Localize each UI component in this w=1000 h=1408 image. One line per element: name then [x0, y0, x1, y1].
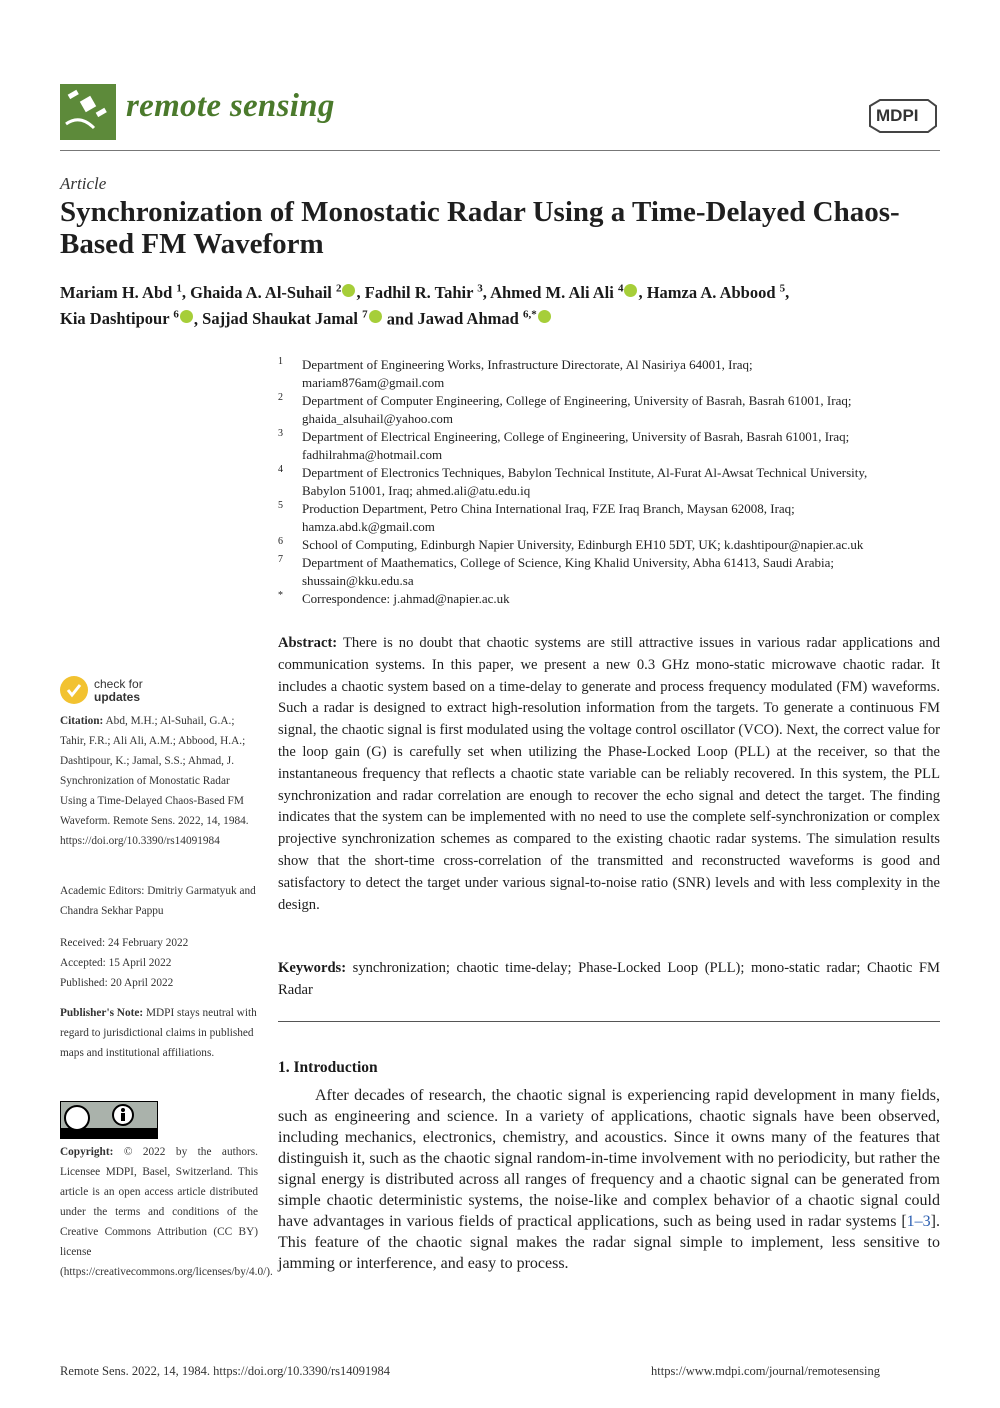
- author[interactable]: Kia Dashtipour $^6$: [60, 309, 194, 328]
- author[interactable]: Fadhil R. Tahir $^3$: [364, 282, 483, 302]
- article-type: Article: [60, 174, 107, 193]
- author[interactable]: Mariam H. Abd $^1$: [60, 282, 182, 302]
- published-date: Published: 20 April 2022: [60, 977, 174, 989]
- section-divider: [278, 1021, 940, 1022]
- publication-dates: [60, 933, 258, 993]
- citation-info: Citation: Abd, M.H.; Al-Suhail, G.A.; Tahir, F.R.; Ali Ali, A.M.; Abbood, H.A.; Dashtipour, K.; Jamal, S.S.; Ahmad, J. Synchronization of Monostatic Radar Using a Time-Delayed Chaos-Based FM Waveform. Remote Sens. 2022, 14, 1984. https://doi.org/10.3390/rs14091984: [60, 715, 249, 847]
- cc-license-badge[interactable]: [60, 1101, 158, 1139]
- author[interactable]: Ghaida A. Al-Suhail $^2$: [190, 283, 356, 302]
- orcid-icon[interactable]: [538, 310, 551, 323]
- affiliation-item: 7 Department of Maathematics, College of Science, King Khalid University, Abha 61413, Saudi Arabia; shussain@kku.edu.sa: [278, 554, 835, 588]
- affiliation-item: 2 Department of Computer Engineering, College of Engineering, University of Basrah, Basrah 61001, Iraq; ghaida_alsuhail@yahoo.com: [278, 392, 852, 426]
- received-date: Received: 24 February 2022: [60, 937, 189, 949]
- orcid-icon[interactable]: [369, 310, 382, 323]
- author-list: Mariam H. Abd $^1$, Ghaida A. Al-Suhail $^2$ , Fadhil R. Tahir $^3$, Ahmed M. Ali Ali $^4$ , Hamza A. Abbood $^5$, Kia Dashtipour $^6$ , Sajjad Shaukat Jamal $^7$ and Jawad Ahmad $^{6,*}$: [60, 282, 790, 328]
- orcid-icon[interactable]: [342, 284, 355, 297]
- orcid-icon[interactable]: [180, 310, 193, 323]
- keywords-text: synchronization; chaotic time-delay; Phase-Locked Loop (PLL); mono-static radar; Chaotic FM Radar: [278, 960, 940, 998]
- affiliation-item: 6 School of Computing, Edinburgh Napier University, Edinburgh EH10 5DT, UK; k.dashtipour@napier.ac.uk: [278, 536, 864, 552]
- abstract: [278, 633, 940, 916]
- abstract-label: Abstract:: [278, 635, 338, 651]
- citation-link[interactable]: 1–3: [906, 1213, 931, 1230]
- check-updates-icon: [60, 676, 88, 704]
- keywords-label: Keywords:: [278, 960, 347, 976]
- affiliation-item: 3 Department of Electrical Engineering, College of Engineering, University of Basrah, Basrah 61001, Iraq; fadhilrahma@hotmail.com: [278, 428, 850, 462]
- introduction-paragraph: After decades of research, the chaotic signal is experiencing rapid development in many fields, such as engineering and science. In a variety of applications, chaotic signals have been observed, including mechanics, electronics, chemistry, and acoustics. Since it owns many of the features that distinguish it, such as the chaotic signal random-in-time involvement with no periodicity, but rather the signal energy is distributed across all ranges of frequency and a chaotic signal can be generated from simple chaotic deterministic systems, the noise-like and complex behavior of a chaotic signal could have advantages in various fields of practical applications, such as being used in radar systems [1–3]. This feature of the chaotic signal makes the radar signal simple to implement, less sensitive to jamming or interference, and easy to process.: [278, 1087, 940, 1272]
- affiliation-list: [278, 356, 940, 608]
- article-title: Synchronization of Monostatic Radar Using a Time-Delayed Chaos-Based FM Waveform: [60, 196, 900, 260]
- author[interactable]: Hamza A. Abbood $^5$: [646, 282, 786, 302]
- author[interactable]: Jawad Ahmad $^{6,*}$: [418, 309, 552, 328]
- journal-name: remote sensing: [126, 88, 335, 124]
- copyright-notice: Copyright: © 2022 by the authors. Licensee MDPI, Basel, Switzerland. This article is an open access article distributed under the terms and conditions of the Creative Commons Attribution (CC BY) license (https://creativecommons.org/licenses/by/4.0/).: [60, 1146, 273, 1278]
- academic-editors: Academic Editors: Dmitriy Garmatyuk and Chandra Sekhar Pappu: [60, 885, 256, 917]
- check-for-updates-button[interactable]: check for updates: [60, 676, 260, 710]
- cc-by-icon: [61, 1102, 157, 1138]
- publisher-note: Publisher's Note: MDPI stays neutral with regard to jurisdictional claims in published maps and institutional affiliations.: [60, 1007, 257, 1059]
- publisher-logo: [866, 96, 940, 134]
- affiliation-item: 4 Department of Electronics Techniques, Babylon Technical Institute, Al-Furat Al-Awsat Technical University, Babylon 51001, Iraq; ahmed.ali@atu.edu.iq: [278, 464, 868, 498]
- keywords: [278, 958, 940, 1002]
- publisher-name: MDPI: [876, 106, 919, 125]
- footer-journal-link[interactable]: https://www.mdpi.com/journal/remotesensing: [651, 1364, 881, 1378]
- orcid-icon[interactable]: [624, 284, 637, 297]
- affiliation-item: 1 Department of Engineering Works, Infrastructure Directorate, Al Nasiriya 64001, Iraq; mariam876am@gmail.com: [278, 356, 753, 390]
- affiliation-item: 5 Production Department, Petro China International Iraq, FZE Iraq Branch, Maysan 62008, Iraq; hamza.abd.k@gmail.com: [278, 500, 795, 534]
- section-heading: 1. Introduction: [278, 1059, 378, 1076]
- abstract-text: There is no doubt that chaotic systems are still attractive issues in various radar applications and communication systems. In this paper, we present a new 0.3 GHz mono-static microwave chaotic radar. It includes a chaotic system based on a time-delay to generate and process frequency modulated (FM) waveforms. Such a radar is designed to extract high-resolution information from the targets. To generate a continuous FM signal, the chaotic signal is first modulated using the voltage control oscillator (VCO). Next, the correct value for the loop gain (G) is carefully set when utilizing the Phase-Locked Loop (PLL) at the receiver, so that the instantaneous frequency that reflects a chaotic state variable can be reliably recovered. In this system, the PLL synchronization and radar correlation are enough to recover the echo signal and detect the target. The finding indicates that the system can be implemented with no need to use the complete self-synchronization or complex projective synchronization schemes as compared to the existing chaotic radar systems. The simulation results show that the short-time cross-correlation of the transmitted and reconstructed waveforms is good and satisfactory to detect the target under various signal-to-noise ratio (SNR) levels and with less complexity in the design.: [278, 635, 941, 913]
- footer-citation[interactable]: Remote Sens. 2022, 14, 1984. https://doi.org/10.3390/rs14091984: [60, 1364, 390, 1378]
- author[interactable]: Sajjad Shaukat Jamal $^7$: [202, 309, 383, 328]
- accepted-date: Accepted: 15 April 2022: [60, 957, 172, 969]
- header-divider: [60, 150, 940, 151]
- author[interactable]: Ahmed M. Ali Ali $^4$: [490, 283, 638, 302]
- journal-logo: [60, 84, 116, 140]
- correspondence: * Correspondence: j.ahmad@napier.ac.uk: [278, 590, 510, 606]
- satellite-icon: [60, 84, 116, 140]
